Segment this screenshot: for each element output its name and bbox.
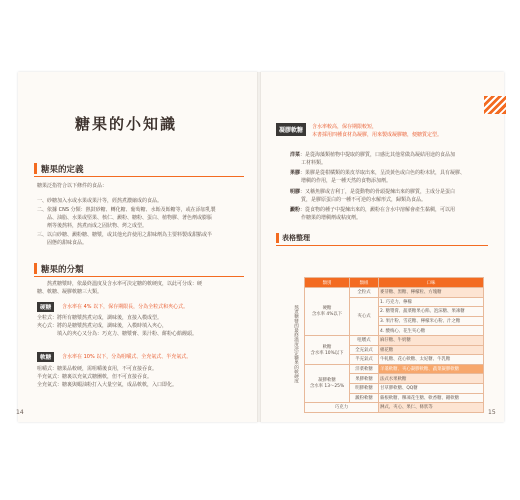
term-agar: 洋菜: [290, 152, 301, 158]
table-cell-flavor: 1. 巧克力、檸檬: [379, 297, 484, 307]
definition-item: 三、以白砂糖、澱粉糖、糖漿，或其他允許使用之甜味劑為主要料製成甜點或半: [37, 232, 213, 238]
hard-candy-desc: 含水率在 4% 以下，保存期限長，分為全粒式和夾心式。: [62, 304, 189, 310]
decorative-stripe: [484, 96, 506, 114]
table-cell-category: 凝膠軟糖 含水率 13～25%: [305, 364, 350, 402]
gel-candy-desc: 本書採用四種食材為凝膠，用來製成凝膠糖，便糖質定型。: [312, 132, 443, 138]
definition-item: 固態的甜味食品。: [37, 240, 88, 246]
table-cell-category: 巧克力: [305, 403, 379, 413]
table-cell-category: 軟糖 含水率 10%以下: [305, 335, 350, 364]
term-starch: 澱粉: [290, 207, 301, 213]
table-header-row: [290, 278, 484, 288]
table-cell-group: 洋菜軟糖: [350, 364, 379, 374]
section-rule: [276, 245, 488, 246]
table-cell-flavor: 麥芽糖、黑糖、檸檬粒、方塊糖: [379, 288, 484, 298]
table-cell-category: 硬糖 含水率 4%以下: [305, 288, 350, 336]
table-cell-group: 全粒式: [350, 288, 379, 298]
definition-item: 一、砂糖加入水或水果或果汁等，經熬煮濃縮成的食品。: [37, 198, 163, 204]
table-cell-flavor: 法式水果軟糖: [379, 374, 484, 384]
term-pectin: 果膠: [290, 170, 301, 176]
table-cell-group: 明膠軟糖: [350, 383, 379, 393]
table-cell-flavor: 蕨根軟糖、粿凍花生糖、軟香糖、剛軟糖: [379, 393, 484, 403]
page-number-right: 15: [488, 409, 496, 416]
soft-candy-line: 全充氣式：糖裏與蝦油粉打入大量空氣，成品軟軟，入口即化。: [37, 382, 178, 388]
term-text: 又稱魚膠或吉利丁，是從動物的骨頭提煉出來的膠質，主成分是蛋白: [305, 189, 456, 195]
column-header: 類組: [350, 278, 379, 288]
term-text: 果膠是從柑橘類的果皮萃取出來，呈淡黃色或白色的粉末狀，具有凝膠、: [305, 170, 466, 176]
term-text: 質，是膠原蛋白的一種不可逆的水解形式，歸類為食品。: [301, 197, 427, 203]
table-cell-group: 夾心式: [350, 297, 379, 335]
table-cell-group: 咀嚼式: [350, 335, 379, 345]
definition-gelling-agent: 明膠：又稱魚膠或吉利丁，是從動物的骨頭提煉出來的膠質，主成分是蛋白: [290, 189, 456, 195]
soft-candy-line: 咀嚼式：糖果品較硬，需咀嚼後食用，不可直接吞食。: [37, 366, 158, 372]
soft-candy-line: 半充氣式：糖裏以充氣式糖團軟，但不可直接吞食。: [37, 374, 153, 380]
definition-intro: 糖果泛指符合以下條件的食品：: [37, 183, 108, 189]
table-row: [290, 403, 484, 413]
section-marker: [34, 263, 37, 274]
table-cell-group: 果膠軟糖: [350, 374, 379, 384]
page-title: 糖果的小知識: [75, 115, 178, 133]
table-cell-flavor: 麻仔糖、牛奶糖: [379, 335, 484, 345]
table-cell-flavor: 羊羹軟糖、夾心凝膠軟糖、蔬菜凝膠軟糖: [379, 364, 484, 374]
table-cell-flavor: 2. 糖漿膏、蔬菜糖果心餡、泡沫糖、果凍糖: [379, 307, 484, 317]
table-cell-group: 全充氣式: [350, 345, 379, 355]
table-side-label: 熬煮糖漿的最終溫度決定糖果的軟硬度: [290, 278, 305, 413]
table-heading: 表格整理: [282, 234, 310, 242]
section-rule: [34, 176, 244, 177]
table-cell-group: 半充氣式: [350, 355, 379, 365]
classification-intro: 熬煮糖漿時，依最終溫度及含水率可決定糖的軟硬度，以此可分成：硬: [37, 281, 203, 287]
term-text: 從食物的種子中提煉出來的，澱粉在含水中溶解會產生黏稠，可以用: [305, 207, 456, 213]
soft-candy-desc: 含水率在 10% 以下，分為咀嚼式、全充氣式、半充氣式。: [62, 354, 192, 360]
definition-gelling-agent: 果膠：果膠是從柑橘類的果皮萃取出來，呈淡黃色或白色的粉末狀，具有凝膠、: [290, 170, 466, 176]
column-header: 類別: [305, 278, 350, 288]
gel-candy-desc: 含水率較高，保存期限較短，: [312, 124, 378, 130]
definition-gelling-agent: 洋菜：是從海藻類植物中提取的膠質，口感比其他常做為凝結用途的食品加: [290, 152, 456, 158]
table-cell-flavor: 淋式、夾心、果仁、條狀等: [379, 403, 484, 413]
table-cell-flavor: 棉花糖: [379, 345, 484, 355]
term-gelatin: 明膠: [290, 189, 301, 195]
soft-candy-tag: 軟糖: [37, 352, 54, 362]
hard-candy-line: 填入的夾心又分為：巧克力、糖漿膏、果汁粉、餅粉心餡饅頭。: [37, 331, 198, 337]
definition-item: 品、油脂、水果或堅果、核仁、澱粉、糖粉、蛋白、植物膠、著色劑或膨脹: [37, 215, 213, 221]
column-header: 口味: [379, 278, 484, 288]
table-cell-flavor: 牛軋糖、花心軟糖、太妃糖、牛乳糖: [379, 355, 484, 365]
definition-item: 劑等後熬料，熬煮而成之固狀物、烤之成型。: [37, 223, 148, 229]
section-heading-classification: 糖果的分類: [41, 265, 84, 275]
book-gutter: [257, 72, 261, 422]
table-cell-flavor: 甘草膠軟糖、QQ糖: [379, 383, 484, 393]
section-marker: [34, 163, 37, 174]
section-heading-definition: 糖果的定義: [41, 165, 84, 175]
page-number-left: 14: [16, 409, 24, 416]
hard-candy-line: 夾心式：將的是糖漿熬煮完成，調味後，入模時填入夾心，: [37, 323, 168, 329]
table-cell-flavor: 4. 酸梅心、花生夾心糖: [379, 326, 484, 336]
term-text: 工材料類。: [301, 160, 327, 166]
term-text: 增稠的作用，是一種天然的食物添加劑。: [301, 178, 392, 184]
table-cell-group: 澱粉軟糖: [350, 393, 379, 403]
classification-intro: 糖、軟糖、凝膠軟糖三大類。: [37, 289, 103, 295]
gel-candy-tag: 凝膠軟糖: [276, 123, 306, 136]
table-row: [290, 288, 484, 298]
candy-comparison-table: [290, 277, 484, 413]
section-rule: [34, 276, 244, 277]
section-marker: [276, 233, 279, 243]
term-text: 作糖果的增稠劑或粘度劑。: [301, 215, 362, 221]
table-row: [290, 335, 484, 345]
term-text: 是從海藻類植物中提取的膠質，口感比其他常做為凝結用途的食品加: [305, 152, 456, 158]
definition-gelling-agent: 澱粉：從食物的種子中提煉出來的，澱粉在含水中溶解會產生黏稠，可以用: [290, 207, 456, 213]
definition-item: 二、依據 CNS 分類：熱鼓砂糖、轉化糖、葡萄糖、水飴及飴糖等，或在添加乳製: [37, 207, 216, 213]
hard-candy-line: 全粒式：將所有糖漿熬煮完成，調味後，直接入模成型。: [37, 315, 163, 321]
table-row: [290, 364, 484, 374]
hard-candy-tag: 硬糖: [37, 302, 54, 312]
table-cell-flavor: 3. 果汁粉、雪花糖、檸檬米心粉、汁之糖: [379, 316, 484, 326]
